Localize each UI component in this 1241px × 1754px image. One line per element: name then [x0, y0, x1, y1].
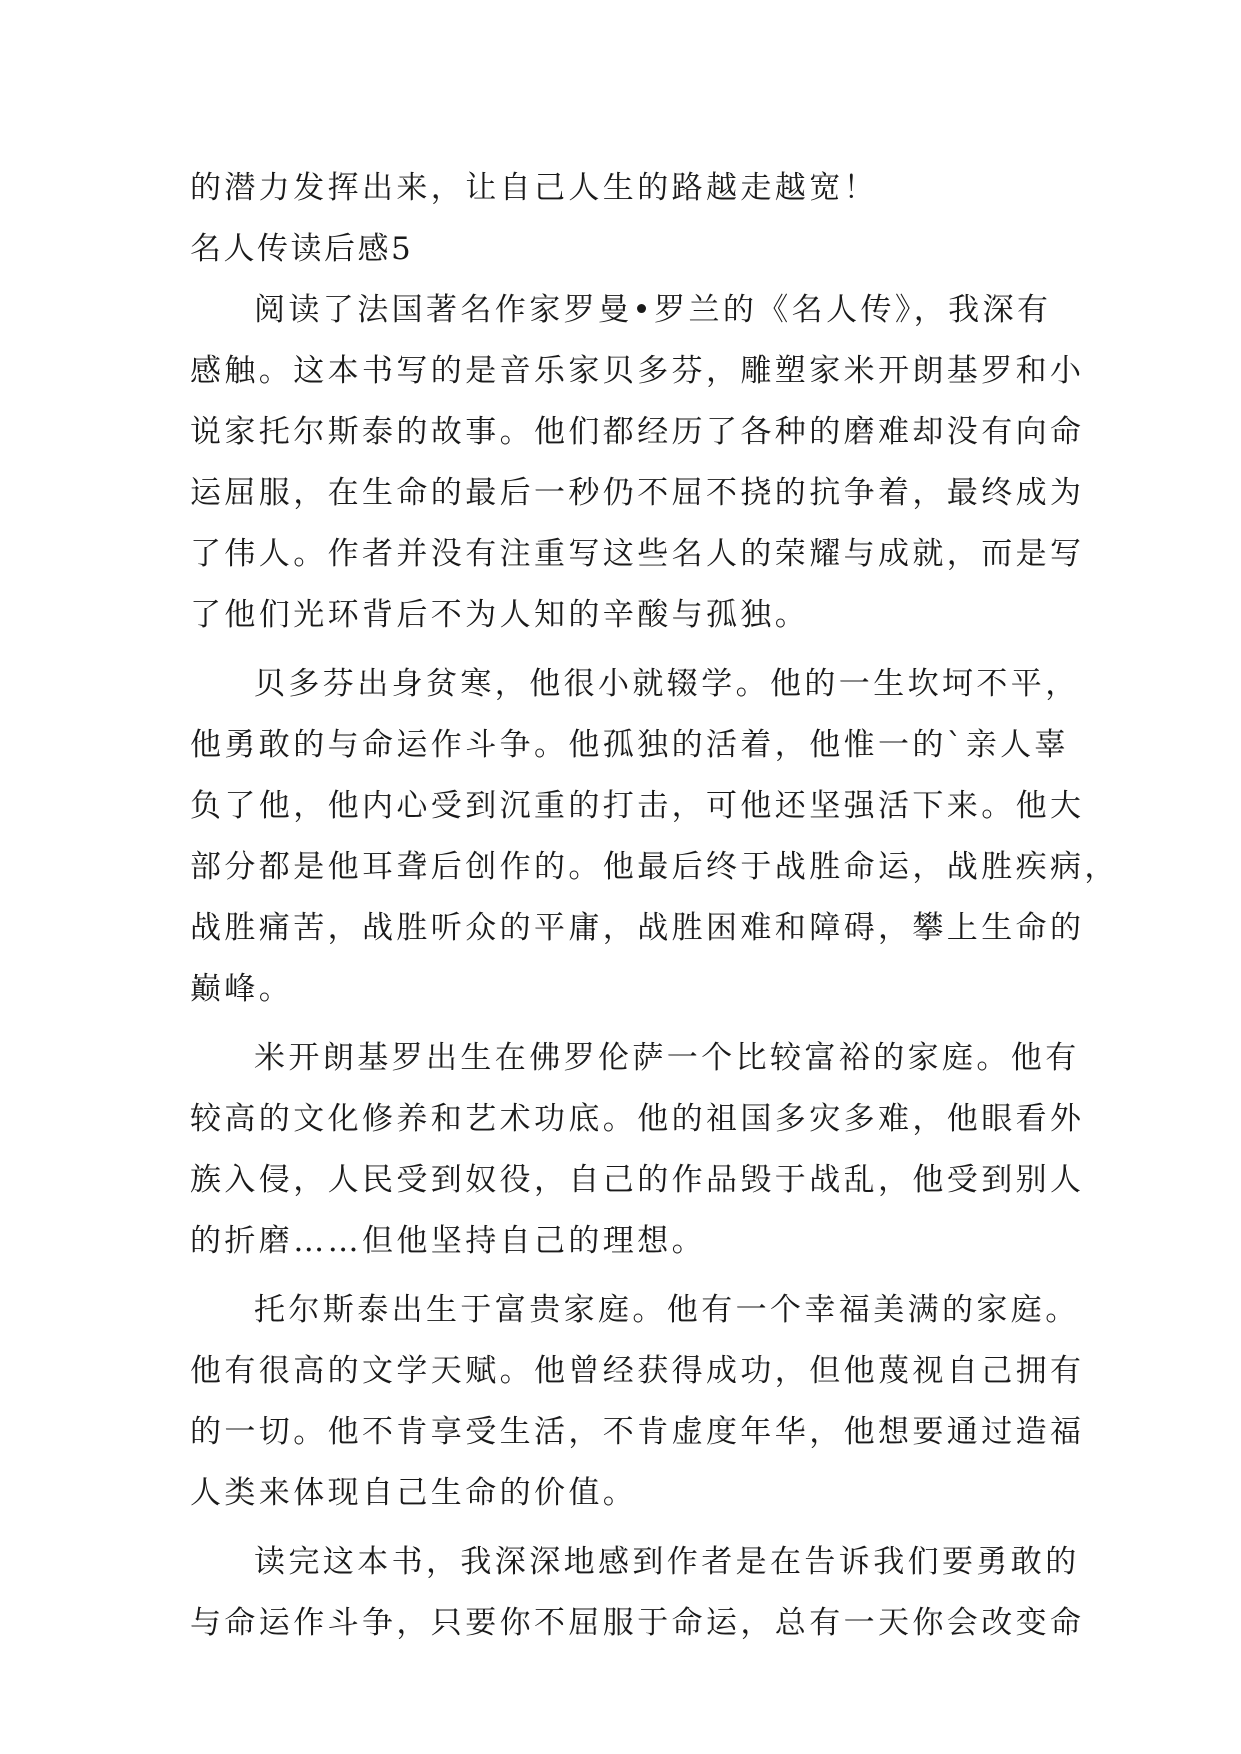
- text-line: 较高的文化修养和艺术功底。他的祖国多灾多难，他眼看外: [190, 1101, 1085, 1137]
- text-line: 负了他，他内心受到沉重的打击，可他还坚强活下来。他大: [190, 788, 1085, 824]
- paragraph-3: [190, 1028, 1090, 1272]
- text-line: 人类来体现自己生命的价值。: [190, 1475, 638, 1511]
- paragraph-2: [190, 654, 1119, 1020]
- text-line: 读完这本书，我深深地感到作者是在告诉我们要勇敢的: [254, 1544, 1080, 1580]
- text-line: 的折磨……但他坚持自己的理想。: [190, 1223, 706, 1259]
- section-heading: 名人传读后感5: [190, 231, 414, 267]
- text-line: 米开朗基罗出生在佛罗伦萨一个比较富裕的家庭。他有: [254, 1040, 1080, 1076]
- text-line: 了伟人。作者并没有注重写这些名人的荣耀与成就，而是写: [190, 536, 1085, 572]
- text-line: 巅峰。: [190, 971, 294, 1007]
- text-line: 他勇敢的与命运作斗争。他孤独的活着，他惟一的`亲人辜: [190, 727, 1069, 763]
- paragraph-4: [190, 1280, 1090, 1524]
- text-line: 的一切。他不肯享受生活，不肯虚度年华，他想要通过造福: [190, 1414, 1085, 1450]
- text-line: 运屈服，在生命的最后一秒仍不屈不挠的抗争着，最终成为: [190, 475, 1085, 511]
- document-body: [190, 158, 1119, 1654]
- text-line: 贝多芬出身贫寒，他很小就辍学。他的一生坎坷不平，: [254, 666, 1080, 702]
- text-line: 感触。这本书写的是音乐家贝多芬，雕塑家米开朗基罗和小: [190, 353, 1085, 389]
- text-line: 的潜力发挥出来，让自己人生的路越走越宽！: [190, 170, 878, 206]
- text-line: 了他们光环背后不为人知的辛酸与孤独。: [190, 597, 810, 633]
- text-line: 战胜痛苦，战胜听众的平庸，战胜困难和障碍，攀上生命的: [190, 910, 1085, 946]
- paragraph-5: [190, 1532, 1090, 1654]
- text-line: 说家托尔斯泰的故事。他们都经历了各种的磨难却没有向命: [190, 414, 1085, 450]
- text-line: 与命运作斗争，只要你不屈服于命运，总有一天你会改变命: [190, 1605, 1085, 1641]
- text-line: 托尔斯泰出生于富贵家庭。他有一个幸福美满的家庭。: [254, 1292, 1080, 1328]
- text-line: 族入侵，人民受到奴役，自己的作品毁于战乱，他受到别人: [190, 1162, 1085, 1198]
- paragraph-1: [190, 280, 1090, 646]
- text-line: 部分都是他耳聋后创作的。他最后终于战胜命运，战胜疾病，: [190, 849, 1119, 885]
- text-line: 阅读了法国著名作家罗曼•罗兰的《名人传》，我深有: [254, 292, 1052, 328]
- text-line: 他有很高的文学天赋。他曾经获得成功，但他蔑视自己拥有: [190, 1353, 1085, 1389]
